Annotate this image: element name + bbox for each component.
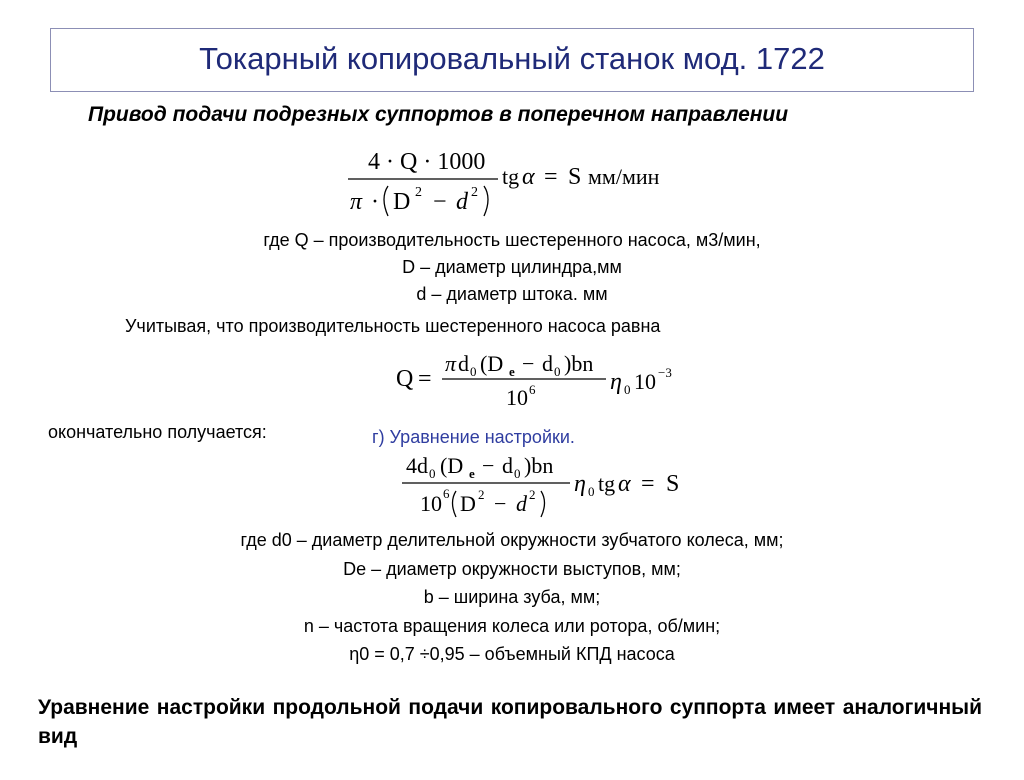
where-line: D – диаметр цилиндра,мм: [402, 257, 622, 277]
svg-text:d: d: [516, 491, 527, 516]
formula-units: мм/мин: [588, 164, 660, 189]
svg-text:e: e: [509, 364, 515, 379]
svg-text:6: 6: [443, 486, 450, 501]
slide-subtitle: Привод подачи подрезных суппортов в поперечном направлении: [88, 103, 789, 126]
finally-text: окончательно получается:: [48, 422, 267, 442]
svg-text:d: d: [458, 351, 469, 376]
conclusion-text: Уравнение настройки продольной подачи копировального суппорта имеет аналогичный вид: [38, 696, 982, 748]
formula-tuning-equation: [398, 447, 718, 521]
svg-text:tg: tg: [502, 164, 520, 189]
svg-text:−: −: [522, 351, 535, 376]
svg-text:10: 10: [634, 369, 656, 394]
where-line: где d0 – диаметр делительной окружности зубчатого колеса, мм;: [240, 530, 784, 550]
svg-text:S: S: [568, 164, 582, 190]
svg-text:π: π: [445, 351, 457, 376]
svg-text:α: α: [618, 471, 631, 497]
svg-text:6: 6: [529, 382, 536, 397]
svg-text:0: 0: [429, 466, 436, 481]
svg-text:−3: −3: [658, 365, 672, 380]
where-line: где Q – производительность шестеренного насоса, м3/мин,: [263, 230, 761, 250]
svg-text:π: π: [350, 189, 363, 215]
svg-text:D: D: [460, 491, 476, 516]
svg-text:4 · Q · 1000: 4 · Q · 1000: [368, 149, 486, 175]
section-label: г) Уравнение настройки.: [372, 427, 575, 447]
where-line: d – диаметр штока. мм: [416, 284, 608, 304]
svg-text:0: 0: [470, 364, 477, 379]
svg-text:d: d: [456, 189, 468, 215]
svg-text:α: α: [522, 164, 535, 190]
svg-text:2: 2: [529, 487, 536, 502]
svg-text:10: 10: [420, 491, 442, 516]
svg-text:(D: (D: [480, 351, 504, 376]
svg-text:tg: tg: [598, 471, 616, 496]
svg-text:Q: Q: [396, 366, 414, 392]
svg-text:η: η: [574, 471, 586, 497]
slide-title: Токарный копировальный станок мод. 1722: [199, 41, 825, 76]
svg-text:−: −: [433, 189, 447, 215]
svg-text:η: η: [610, 369, 622, 395]
svg-text:0: 0: [514, 466, 521, 481]
svg-text:2: 2: [471, 185, 478, 200]
svg-text:)bn: )bn: [524, 453, 554, 478]
formula-pump-capacity: [388, 345, 708, 417]
where-line: η0 = 0,7 ÷0,95 – объемный КПД насоса: [349, 644, 675, 664]
svg-text:2: 2: [415, 185, 422, 200]
svg-text:e: e: [469, 466, 475, 481]
where-line: De – диаметр окружности выступов, мм;: [343, 558, 681, 579]
formula-feed-rate: [340, 140, 700, 220]
svg-text:10: 10: [506, 385, 528, 410]
svg-text:(D: (D: [440, 453, 464, 478]
svg-text:=: =: [544, 164, 558, 190]
svg-text:=: =: [641, 471, 655, 497]
svg-text:4d: 4d: [406, 453, 428, 478]
svg-text:·: ·: [371, 189, 379, 215]
svg-text:0: 0: [624, 382, 631, 397]
svg-text:d: d: [542, 351, 553, 376]
svg-text:)bn: )bn: [564, 351, 594, 376]
svg-text:d: d: [502, 453, 513, 478]
where-block-2: [100, 526, 924, 669]
svg-text:2: 2: [478, 487, 485, 502]
svg-text:S: S: [666, 471, 680, 497]
svg-text:0: 0: [554, 364, 561, 379]
where-block-1: [100, 227, 924, 308]
svg-text:−: −: [482, 453, 495, 478]
svg-text:0: 0: [588, 484, 595, 499]
title-frame: [50, 28, 974, 92]
where-line: b – ширина зуба, мм;: [423, 587, 601, 607]
svg-text:D: D: [393, 189, 411, 215]
where-line: n – частота вращения колеса или ротора, об/мин;: [303, 615, 721, 636]
considering-text: Учитывая, что производительность шестеренного насоса равна: [125, 316, 661, 336]
svg-text:−: −: [494, 491, 507, 516]
svg-text:=: =: [418, 366, 432, 392]
